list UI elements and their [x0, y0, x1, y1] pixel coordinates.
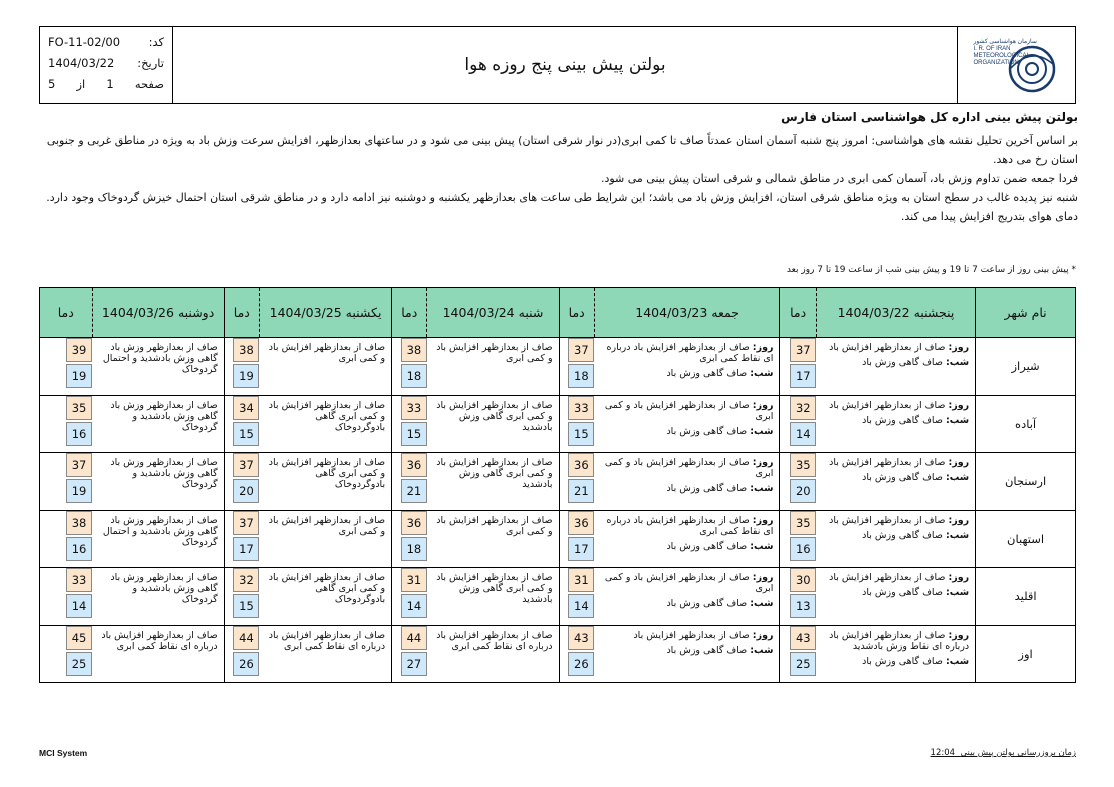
temperature-cell — [224, 453, 259, 511]
table-row — [40, 568, 1076, 626]
night-label: شب: — [945, 472, 970, 483]
max-temperature: 39 — [66, 338, 92, 362]
temperature-cell — [40, 395, 93, 453]
min-temperature: 17 — [790, 364, 816, 388]
night-forecast — [820, 530, 969, 541]
bulletin-subtitle: بولتن پیش بینی اداره کل هواشناسی استان فارس — [781, 110, 1078, 124]
temperature-cell — [224, 510, 259, 568]
forecast-description — [816, 625, 975, 683]
forecast-description — [427, 395, 559, 453]
night-forecast-text: صاف گاهی وزش باد — [666, 425, 748, 437]
max-temperature: 32 — [233, 568, 259, 592]
min-temperature: 21 — [568, 479, 594, 503]
night-forecast-text: صاف گاهی وزش باد — [862, 655, 943, 667]
forecast-text: صاف از بعدازظهر افزایش باد درباره ای نقاط کمی ابری — [436, 629, 553, 652]
night-forecast-text: صاف گاهی وزش باد — [862, 357, 943, 368]
summary-paragraph: فردا جمعه ضمن تداوم وزش باد، آسمان کمی ابری در مناطق شمالی و شرقی استان پیش بینی می شود. — [600, 172, 1078, 185]
night-label: شب: — [750, 540, 774, 552]
temperature-cell — [40, 338, 93, 396]
city-name: اوز — [976, 625, 1076, 683]
max-temperature: 31 — [401, 568, 427, 592]
max-temperature: 36 — [568, 453, 594, 477]
max-temperature: 30 — [790, 568, 816, 592]
day-forecast — [820, 630, 969, 652]
forecast-description — [816, 453, 975, 511]
city-name: شیراز — [976, 338, 1076, 396]
night-forecast-text: صاف گاهی وزش باد — [666, 368, 748, 379]
night-label: شب: — [945, 414, 970, 426]
day-column-header: پنجشنبه 1404/03/22 — [816, 288, 975, 338]
forecast-description — [427, 338, 559, 396]
logo-text-line: ORGANIZATION — [973, 60, 1019, 66]
day-label: روز: — [948, 342, 970, 353]
day-label: روز: — [948, 399, 970, 411]
forecast-text: صاف از بعدازظهر افزایش باد و کمی ابری گاهی وزش بادشدید — [436, 399, 553, 433]
day-forecast — [598, 342, 773, 364]
temperature-cell — [780, 395, 816, 453]
night-forecast — [820, 656, 969, 667]
min-temperature: 18 — [401, 364, 427, 388]
forecast-footnote: * پیش بینی روز از ساعت 7 تا 19 و پیش بینی شب از ساعت 19 تا 7 روز بعد — [786, 265, 1076, 275]
forecast-text: صاف از بعدازظهر افزایش باد و کمی ابری گاهی بادوگردوخاک — [268, 572, 386, 605]
day-forecast — [598, 572, 773, 594]
forecast-description — [816, 568, 975, 626]
min-temperature: 19 — [66, 364, 92, 388]
min-temperature: 26 — [568, 652, 594, 676]
min-temperature: 15 — [401, 422, 427, 446]
night-forecast — [820, 415, 969, 426]
forecast-text: صاف از بعدازظهر افزایش باد و کمی ابری گاهی بادوگردوخاک — [268, 399, 386, 433]
forecast-description — [92, 395, 224, 453]
night-forecast-text: صاف گاهی وزش باد — [666, 644, 748, 656]
max-temperature: 37 — [568, 338, 594, 362]
temperature-cell — [559, 625, 594, 683]
table-row — [40, 625, 1076, 683]
forecast-description — [594, 510, 780, 568]
table-row — [40, 338, 1076, 396]
summary-paragraph: شنبه نیز پدیده غالب در سطح استان به ویژه مناطق شرقی استان، افزایش وزش باد می باشد؛ این شرایط طی ساعت های بعدازظهر یکشنبه و دوشنبه نیز ادامه دارد و در مناطق شرقی استان احتمال خیزش گردوخاک وجود دارد. — [46, 191, 1078, 204]
forecast-summary — [32, 108, 1078, 226]
night-forecast-text: صاف گاهی وزش باد — [862, 472, 943, 483]
night-forecast — [820, 357, 969, 368]
temperature-cell — [559, 338, 594, 396]
code-value: FO-11-02/00 — [48, 35, 121, 49]
table-header-row — [40, 288, 1076, 338]
forecast-description — [816, 338, 975, 396]
min-temperature: 15 — [233, 422, 259, 446]
forecast-text: صاف از بعدازظهر وزش باد گاهی وزش بادشدید و احتمال گردوخاک — [102, 342, 218, 375]
day-label: روز: — [752, 399, 774, 411]
max-temperature: 37 — [790, 338, 816, 362]
page-num: 1 — [106, 77, 114, 91]
day-forecast-text: صاف از بعدازظهر افزایش باد و کمی ابری — [604, 572, 774, 594]
min-temperature: 15 — [568, 422, 594, 446]
update-time-label: زمان بروزرسانی بولتن پیش بینی — [960, 748, 1076, 758]
day-forecast — [820, 342, 969, 353]
day-label: روز: — [752, 629, 774, 641]
forecast-description — [92, 453, 224, 511]
forecast-table — [39, 287, 1076, 683]
day-forecast — [598, 515, 773, 537]
forecast-text: صاف از بعدازظهر افزایش باد و کمی ابری — [436, 342, 553, 364]
forecast-text: صاف از بعدازظهر افزایش باد و کمی ابری گاهی وزش بادشدید — [436, 572, 553, 605]
max-temperature: 37 — [66, 453, 92, 477]
max-temperature: 36 — [568, 511, 594, 535]
night-forecast-text: صاف گاهی وزش باد — [666, 598, 748, 609]
day-label: روز: — [752, 514, 774, 526]
night-label: شب: — [945, 587, 970, 598]
forecast-description — [92, 338, 224, 396]
night-forecast-text: صاف گاهی وزش باد — [666, 483, 748, 494]
temp-column-header: دما — [224, 288, 259, 338]
forecast-description — [594, 338, 780, 396]
day-column-header: جمعه 1404/03/23 — [594, 288, 780, 338]
forecast-text: صاف از بعدازظهر وزش باد گاهی وزش بادشدید و گردوخاک — [110, 457, 218, 490]
city-name: اقلید — [976, 568, 1076, 626]
day-forecast-text: صاف از بعدازظهر افزایش باد و کمی ابری — [604, 399, 774, 422]
forecast-description — [92, 510, 224, 568]
day-forecast-text: صاف از بعدازظهر افزایش باد — [829, 514, 946, 526]
min-temperature: 16 — [790, 537, 816, 561]
max-temperature: 33 — [401, 396, 427, 420]
temperature-cell — [224, 625, 259, 683]
forecast-description — [427, 568, 559, 626]
temperature-cell — [224, 338, 259, 396]
day-forecast — [598, 457, 773, 479]
forecast-text: صاف از بعدازظهر افزایش باد درباره ای نقاط کمی ابری — [268, 629, 386, 652]
temperature-cell — [780, 453, 816, 511]
table-row — [40, 453, 1076, 511]
night-label: شب: — [750, 368, 774, 379]
day-label: روز: — [948, 514, 970, 526]
forecast-text: صاف از بعدازظهر افزایش باد و کمی ابری — [268, 342, 386, 364]
night-forecast — [598, 598, 773, 609]
temperature-cell — [392, 568, 427, 626]
night-label: شب: — [750, 598, 774, 609]
max-temperature: 37 — [233, 453, 259, 477]
min-temperature: 25 — [66, 652, 92, 676]
night-forecast — [820, 472, 969, 483]
night-forecast-text: صاف گاهی وزش باد — [862, 414, 943, 426]
min-temperature: 25 — [790, 652, 816, 676]
city-column-header: نام شهر — [976, 288, 1076, 338]
night-label: شب: — [750, 483, 774, 494]
night-forecast — [598, 541, 773, 552]
temperature-cell — [780, 568, 816, 626]
update-time-footer — [931, 748, 1076, 758]
day-forecast-text: صاف از بعدازظهر افزایش باد درباره ای نقاط وزش بادشدید — [829, 629, 970, 652]
day-forecast — [820, 515, 969, 526]
city-name: آباده — [976, 395, 1076, 453]
night-label: شب: — [750, 644, 774, 656]
min-temperature: 17 — [233, 537, 259, 561]
night-label: شب: — [945, 655, 970, 667]
forecast-text: صاف از بعدازظهر وزش باد گاهی وزش بادشدید و گردوخاک — [110, 399, 218, 433]
forecast-text: صاف از بعدازظهر وزش باد گاهی وزش بادشدید و گردوخاک — [110, 572, 218, 605]
system-name: MCI System — [39, 748, 88, 758]
city-name: استهبان — [976, 510, 1076, 568]
min-temperature: 18 — [401, 537, 427, 561]
document-info-box — [40, 27, 173, 103]
min-temperature: 13 — [790, 594, 816, 618]
forecast-description — [594, 568, 780, 626]
day-forecast — [820, 457, 969, 468]
day-forecast — [820, 400, 969, 411]
max-temperature: 45 — [66, 626, 92, 650]
forecast-description — [92, 625, 224, 683]
date-label: تاریخ: — [137, 56, 164, 70]
temperature-cell — [559, 453, 594, 511]
min-temperature: 18 — [568, 364, 594, 388]
max-temperature: 35 — [66, 396, 92, 420]
max-temperature: 43 — [790, 626, 816, 650]
forecast-text: صاف از بعدازظهر افزایش باد و کمی ابری گاهی وزش بادشدید — [436, 457, 553, 490]
day-forecast-text: صاف از بعدازظهر افزایش باد درباره ای نقاط کمی ابری — [606, 514, 774, 537]
page-total: 5 — [48, 77, 56, 91]
table-row — [40, 510, 1076, 568]
forecast-description — [427, 510, 559, 568]
temperature-cell — [392, 338, 427, 396]
day-label: روز: — [752, 572, 774, 583]
max-temperature: 34 — [233, 396, 259, 420]
forecast-description — [259, 510, 391, 568]
forecast-text: صاف از بعدازظهر وزش باد گاهی وزش بادشدید و احتمال گردوخاک — [102, 514, 218, 548]
temperature-cell — [559, 568, 594, 626]
day-forecast-text: صاف از بعدازظهر افزایش باد — [829, 342, 946, 353]
max-temperature: 38 — [66, 511, 92, 535]
day-column-header: شنبه 1404/03/24 — [427, 288, 559, 338]
forecast-description — [427, 453, 559, 511]
day-forecast — [598, 400, 773, 422]
page-title: بولتن پیش بینی پنج روزه هوا — [464, 55, 666, 75]
min-temperature: 20 — [790, 479, 816, 503]
code-label: کد: — [148, 35, 164, 49]
min-temperature: 19 — [66, 479, 92, 503]
summary-paragraph: دمای هوای بتدریج افزایش پیدا می کند. — [900, 210, 1078, 223]
max-temperature: 38 — [401, 338, 427, 362]
forecast-description — [816, 510, 975, 568]
day-forecast-text: صاف از بعدازظهر افزایش باد درباره ای نقاط کمی ابری — [606, 342, 774, 364]
temperature-cell — [392, 625, 427, 683]
min-temperature: 27 — [401, 652, 427, 676]
temp-column-header: دما — [780, 288, 816, 338]
night-forecast-text: صاف گاهی وزش باد — [862, 587, 943, 598]
day-column-header: یکشنبه 1404/03/25 — [259, 288, 391, 338]
max-temperature: 36 — [401, 511, 427, 535]
max-temperature: 44 — [401, 626, 427, 650]
temperature-cell — [780, 510, 816, 568]
max-temperature: 35 — [790, 453, 816, 477]
max-temperature: 43 — [568, 626, 594, 650]
min-temperature: 14 — [790, 422, 816, 446]
day-forecast — [820, 572, 969, 583]
forecast-description — [259, 625, 391, 683]
temperature-cell — [224, 395, 259, 453]
forecast-text: صاف از بعدازظهر افزایش باد درباره ای نقاط کمی ابری — [101, 629, 218, 652]
temp-column-header: دما — [40, 288, 93, 338]
min-temperature: 14 — [66, 594, 92, 618]
forecast-description — [92, 568, 224, 626]
max-temperature: 33 — [66, 568, 92, 592]
city-name: ارسنجان — [976, 453, 1076, 511]
logo-text-line: I. R. OF IRAN — [973, 46, 1011, 52]
min-temperature: 14 — [401, 594, 427, 618]
max-temperature: 35 — [790, 511, 816, 535]
update-time-value: 12:04 — [930, 748, 956, 758]
night-forecast — [598, 483, 773, 494]
temperature-cell — [40, 453, 93, 511]
day-forecast-text: صاف از بعدازظهر افزایش باد و کمی ابری — [604, 457, 774, 479]
night-forecast — [598, 426, 773, 437]
forecast-description — [594, 395, 780, 453]
date-value: 1404/03/22 — [48, 56, 115, 70]
night-label: شب: — [945, 529, 970, 541]
day-label: روز: — [948, 572, 970, 583]
forecast-text: صاف از بعدازظهر افزایش باد و کمی ابری گاهی بادوگردوخاک — [268, 457, 386, 490]
page-label: صفحه — [134, 77, 164, 91]
forecast-description — [594, 453, 780, 511]
temp-column-header: دما — [392, 288, 427, 338]
temperature-cell — [40, 568, 93, 626]
temperature-cell — [780, 338, 816, 396]
max-temperature: 31 — [568, 568, 594, 592]
temperature-cell — [559, 395, 594, 453]
forecast-description — [259, 568, 391, 626]
page-of: از — [76, 77, 86, 91]
forecast-description — [427, 625, 559, 683]
night-forecast-text: صاف گاهی وزش باد — [666, 540, 748, 552]
day-label: روز: — [752, 457, 774, 468]
bulletin-header — [39, 26, 1076, 104]
day-label: روز: — [948, 457, 970, 468]
night-forecast — [598, 645, 773, 656]
night-forecast — [820, 587, 969, 598]
logo-text-line: METEOROLOGICAL — [973, 53, 1030, 59]
day-forecast-text: صاف از بعدازظهر افزایش باد — [829, 457, 946, 468]
logo-text-line: سازمان هواشناسی کشور — [973, 39, 1037, 45]
day-label: روز: — [752, 342, 774, 353]
min-temperature: 19 — [233, 364, 259, 388]
temperature-cell — [780, 625, 816, 683]
day-forecast-text: صاف از بعدازظهر افزایش باد — [829, 399, 946, 411]
forecast-description — [259, 453, 391, 511]
forecast-description — [816, 395, 975, 453]
max-temperature: 37 — [233, 511, 259, 535]
day-label: روز: — [948, 629, 970, 641]
forecast-text: صاف از بعدازظهر افزایش باد و کمی ابری — [436, 514, 553, 537]
forecast-description — [259, 395, 391, 453]
forecast-description — [259, 338, 391, 396]
min-temperature: 15 — [233, 594, 259, 618]
min-temperature: 21 — [401, 479, 427, 503]
min-temperature: 17 — [568, 537, 594, 561]
max-temperature: 44 — [233, 626, 259, 650]
min-temperature: 14 — [568, 594, 594, 618]
day-forecast — [598, 630, 773, 641]
min-temperature: 16 — [66, 422, 92, 446]
min-temperature: 26 — [233, 652, 259, 676]
night-forecast-text: صاف گاهی وزش باد — [862, 529, 943, 541]
meteorological-organization-logo — [957, 27, 1075, 103]
day-forecast-text: صاف از بعدازظهر افزایش باد — [829, 572, 946, 583]
night-forecast — [598, 368, 773, 379]
forecast-description — [594, 625, 780, 683]
forecast-text: صاف از بعدازظهر افزایش باد و کمی ابری — [268, 514, 386, 537]
min-temperature: 16 — [66, 537, 92, 561]
table-row — [40, 395, 1076, 453]
temperature-cell — [392, 453, 427, 511]
max-temperature: 33 — [568, 396, 594, 420]
temperature-cell — [40, 625, 93, 683]
summary-paragraph: بر اساس آخرین تحلیل نقشه های هواشناسی: امروز پنج شنبه آسمان استان عمدتاً صاف تا کمی ابری(در نوار شرقی استان) پیش بینی می شود و در ساعتهای بعدازظهر، افزایش سرعت وزش باد به ویژه در مناطق غربی و جنوبی استان رخ می دهد. — [46, 134, 1078, 166]
temp-column-header: دما — [559, 288, 594, 338]
night-label: شب: — [750, 425, 774, 437]
temperature-cell — [392, 395, 427, 453]
temperature-cell — [392, 510, 427, 568]
max-temperature: 38 — [233, 338, 259, 362]
max-temperature: 32 — [790, 396, 816, 420]
temperature-cell — [559, 510, 594, 568]
day-column-header: دوشنبه 1404/03/26 — [92, 288, 224, 338]
day-forecast-text: صاف از بعدازظهر افزایش باد — [633, 629, 750, 641]
min-temperature: 20 — [233, 479, 259, 503]
temperature-cell — [40, 510, 93, 568]
night-label: شب: — [945, 357, 970, 368]
max-temperature: 36 — [401, 453, 427, 477]
temperature-cell — [224, 568, 259, 626]
